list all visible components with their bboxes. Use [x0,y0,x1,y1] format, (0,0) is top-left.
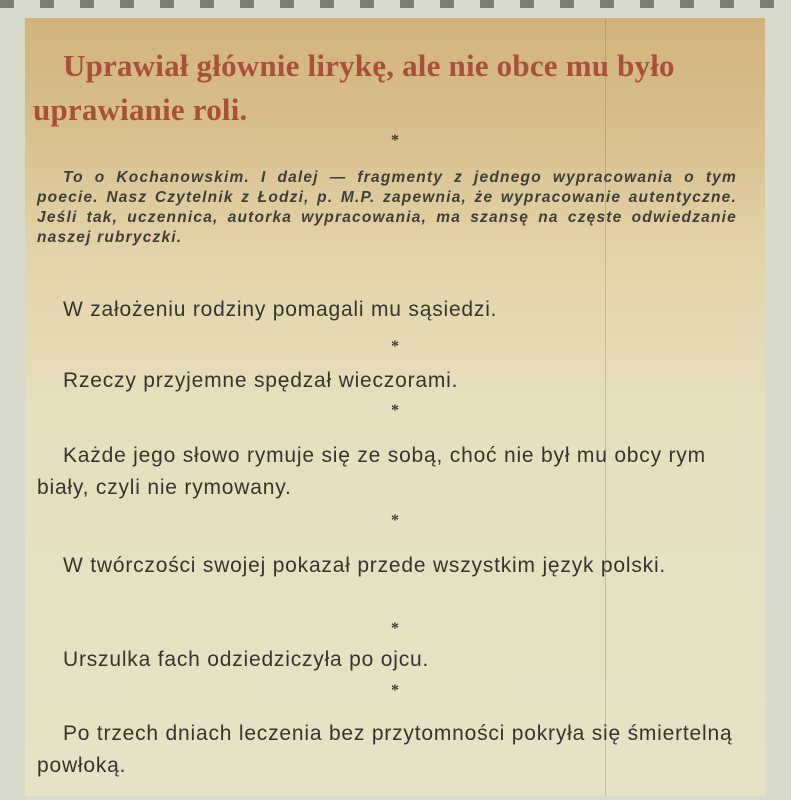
separator: * [391,132,399,149]
newspaper-clipping [25,18,765,796]
quote-item: Każde jego słowo rymuje się ze sobą, choć nie był mu obcy rym biały, czyli nie rymowany. [37,444,706,499]
quote-item: W założeniu rodziny pomagali mu sąsiedzi. [63,298,498,321]
quote-item: W twórczości swojej pokazał przede wszystkim język polski. [63,554,667,577]
previous-article-edge [0,0,791,8]
headline: Uprawiał głównie lirykę, ale nie obce mu było uprawianie roli. [33,48,675,127]
separator: * [391,682,399,699]
separator: * [391,620,399,637]
quote-item: Rzeczy przyjemne spędzał wieczorami. [63,369,459,392]
intro-paragraph: To o Kochanowskim. I dalej — fragmenty z jednego wypracowania o tym poecie. Nasz Czytelnik z Łodzi, p. M.P. zapewnia, że wypracowanie autentyczne. Jeśli tak, uczennica, autorka wypracowania, ma szansę na częste odwiedzanie naszej rubryczki. [37,169,737,246]
separator: * [391,402,399,419]
quote-item: Urszulka fach odziedziczyła po ojcu. [63,648,430,671]
separator: * [391,338,399,355]
separator: * [391,512,399,529]
quote-item: Po trzech dniach leczenia bez przytomności pokryła się śmiertelną powłoką. [37,722,733,777]
